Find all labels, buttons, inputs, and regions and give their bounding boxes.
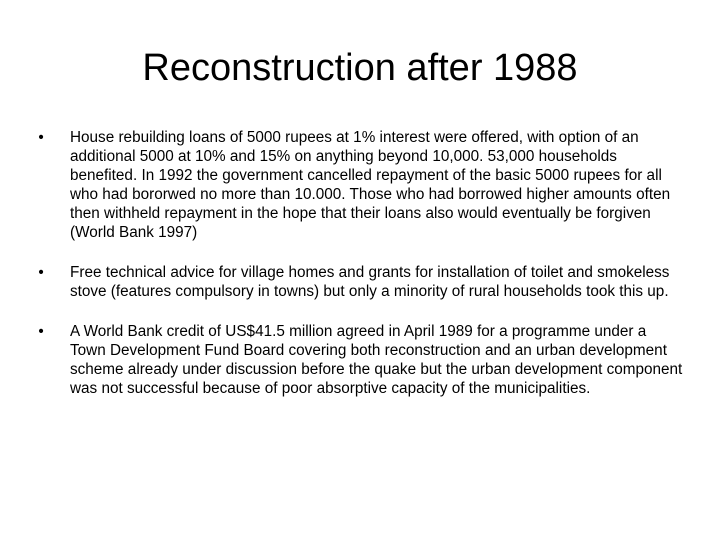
bullet-text: House rebuilding loans of 5000 rupees at 1% interest were offered, with option of an additional 5000 at 10% and 15% on anything beyond 10,000. 53,000 households benefited. In 1992 the government cancelled repayment of the basic 5000 rupees for all who had bororwed no more than 10.000. Those who had borrowed higher amounts often then withheld repayment in the hope that their loans also would eventually be forgiven (World Bank 1997)	[70, 129, 671, 241]
bullet-icon: •	[38, 129, 44, 146]
bullet-list	[34, 128, 684, 419]
bullet-item	[34, 128, 684, 242]
bullet-text: Free technical advice for village homes and grants for installation of toilet and smokeless stove (features compulsory in towns) but only a minority of rural households took this up.	[70, 264, 670, 300]
slide-title: Reconstruction after 1988	[142, 47, 578, 89]
bullet-item	[34, 263, 684, 301]
bullet-icon: •	[38, 264, 44, 281]
bullet-text: A World Bank credit of US$41.5 million agreed in April 1989 for a programme under a Town Development Fund Board covering both reconstruction and an urban development scheme already under discussion before the quake but the urban development component was not successful because of poor absorptive capacity of the municipalities.	[70, 323, 683, 397]
bullet-item	[34, 322, 684, 398]
bullet-icon: •	[38, 323, 44, 340]
